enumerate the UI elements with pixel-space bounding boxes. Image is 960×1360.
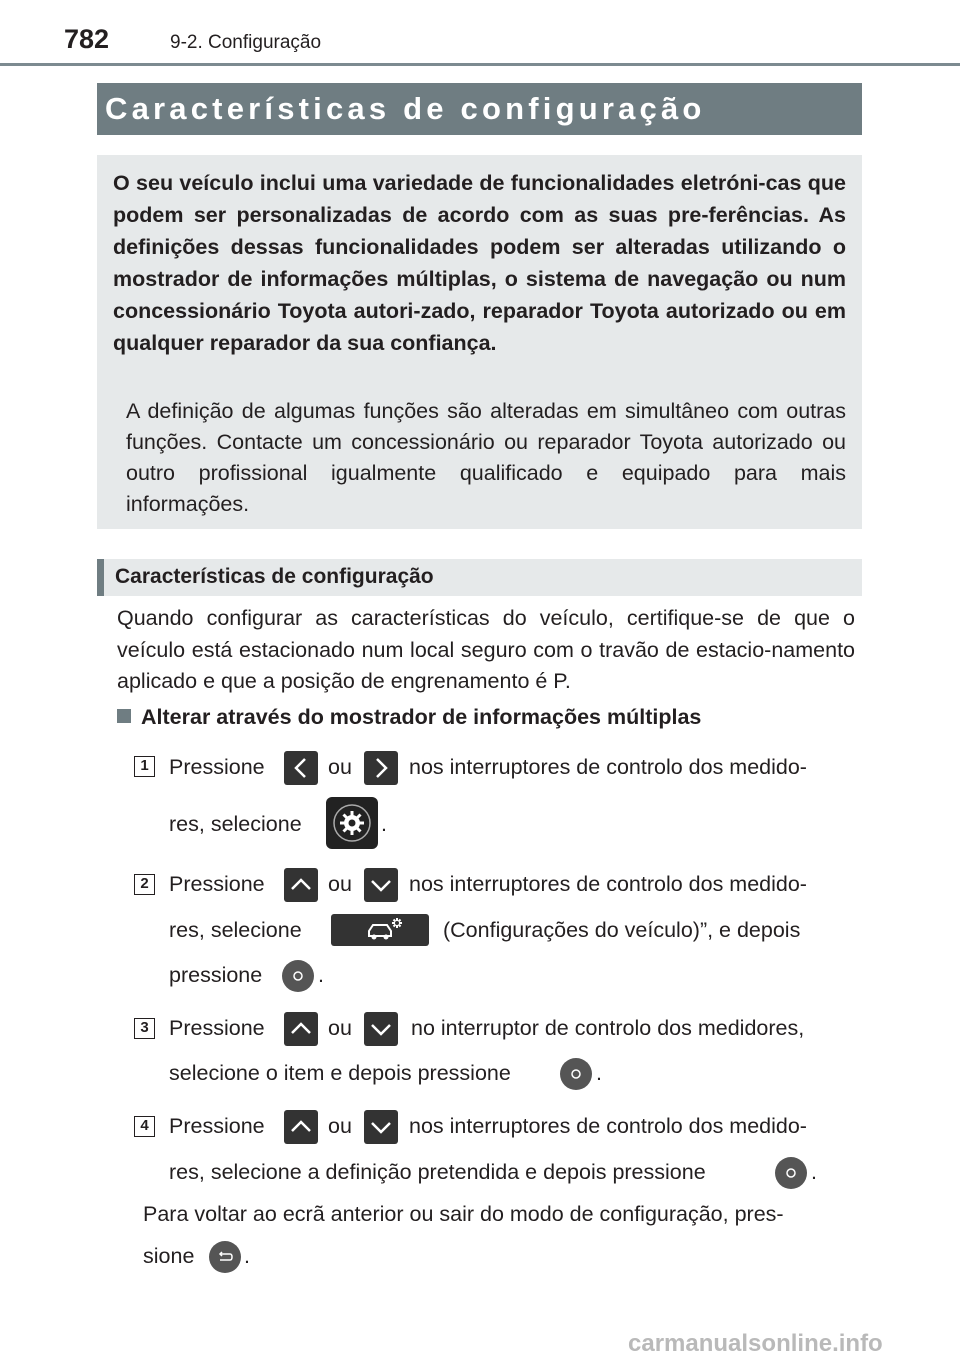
step4-text-c: nos interruptores de controlo dos medido-: [409, 1114, 807, 1138]
subheading-bar: [97, 559, 862, 596]
step2-text-a: Pressione: [169, 872, 265, 896]
intro-box: [97, 155, 862, 529]
chevron-right-icon: [364, 751, 398, 785]
step4-text-d: res, selecione a definição pretendida e depois pressione: [169, 1160, 706, 1184]
chevron-down-icon: [364, 868, 398, 902]
step-number-2: 2: [134, 874, 155, 895]
car-settings-icon: [331, 914, 429, 946]
gear-icon: [326, 797, 378, 849]
step3-text-e: .: [596, 1061, 602, 1085]
subheading: Características de configuração: [115, 565, 434, 588]
step1-text-e: .: [381, 812, 387, 836]
back-button-icon: [209, 1241, 241, 1273]
step2-text-b: ou: [328, 872, 352, 896]
step2-text-e: (Configurações do veículo)”, e depois: [443, 918, 801, 942]
section-title: 9-2. Configuração: [170, 32, 322, 53]
step1-text-b: ou: [328, 755, 352, 779]
step3-text-c: no interruptor de controlo dos medidores,: [411, 1016, 805, 1040]
step-number-1: 1: [134, 756, 155, 777]
step3-text-d: selecione o item e depois pressione: [169, 1061, 511, 1085]
chevron-up-icon: [284, 1110, 318, 1144]
closing-text-b: sione: [143, 1244, 195, 1268]
step-number-4: 4: [134, 1116, 155, 1137]
step1-text-d: res, selecione: [169, 812, 302, 836]
step2-text-d: res, selecione: [169, 918, 302, 942]
ok-button-icon: [560, 1058, 592, 1090]
step-number-3: 3: [134, 1018, 155, 1039]
method-heading-text: Alterar através do mostrador de informações múltiplas: [141, 705, 702, 729]
chevron-up-icon: [284, 1012, 318, 1046]
step2-text-c: nos interruptores de controlo dos medido-: [409, 872, 807, 896]
step4-text-b: ou: [328, 1114, 352, 1138]
header-rule: [0, 63, 960, 66]
step3-text-a: Pressione: [169, 1016, 265, 1040]
title-bar: [97, 83, 862, 135]
square-bullet-icon: [117, 709, 131, 723]
step1-text-c: nos interruptores de controlo dos medido-: [409, 755, 807, 779]
step2-text-g: .: [318, 963, 324, 987]
chevron-down-icon: [364, 1110, 398, 1144]
step3-text-b: ou: [328, 1016, 352, 1040]
chevron-left-icon: [284, 751, 318, 785]
ok-button-icon: [282, 960, 314, 992]
step4-text-a: Pressione: [169, 1114, 265, 1138]
step4-text-e: .: [811, 1160, 817, 1184]
watermark: carmanualsonline.info: [628, 1330, 883, 1357]
closing-text-a: Para voltar ao ecrã anterior ou sair do modo de configuração, pres-: [143, 1202, 784, 1226]
chevron-up-icon: [284, 868, 318, 902]
step1-text-a: Pressione: [169, 755, 265, 779]
intro-note-text: A definição de algumas funções são alteradas em simultâneo com outras funções. Contacte um concessionário ou reparador Toyota autorizado ou outro profissional igualmente qualificado e equipado para mais informações.: [126, 399, 846, 516]
method-heading: [117, 705, 701, 730]
page-title: Características de configuração: [105, 91, 706, 126]
closing-text-c: .: [244, 1244, 250, 1268]
chevron-down-icon: [364, 1012, 398, 1046]
page-number: 782: [64, 24, 110, 54]
intro-bold-text: O seu veículo inclui uma variedade de funcionalidades eletróni-cas que podem ser personalizadas de acordo com as suas pre-ferências. As definições dessas funcionalidades podem ser alteradas utilizando o mostrador de informações múltiplas, o sistema de navegação ou num concessionário Toyota autori-zado, reparador Toyota autorizado ou em qualquer reparador da sua confiança.: [113, 171, 846, 355]
step2-text-f: pressione: [169, 963, 263, 987]
intro-paragraph: Quando configurar as características do veículo, certifique-se de que o veículo está estacionado num local seguro com o travão de estacio-namento aplicado e que a posição de engrenamento é P.: [117, 606, 855, 693]
ok-button-icon: [775, 1157, 807, 1189]
